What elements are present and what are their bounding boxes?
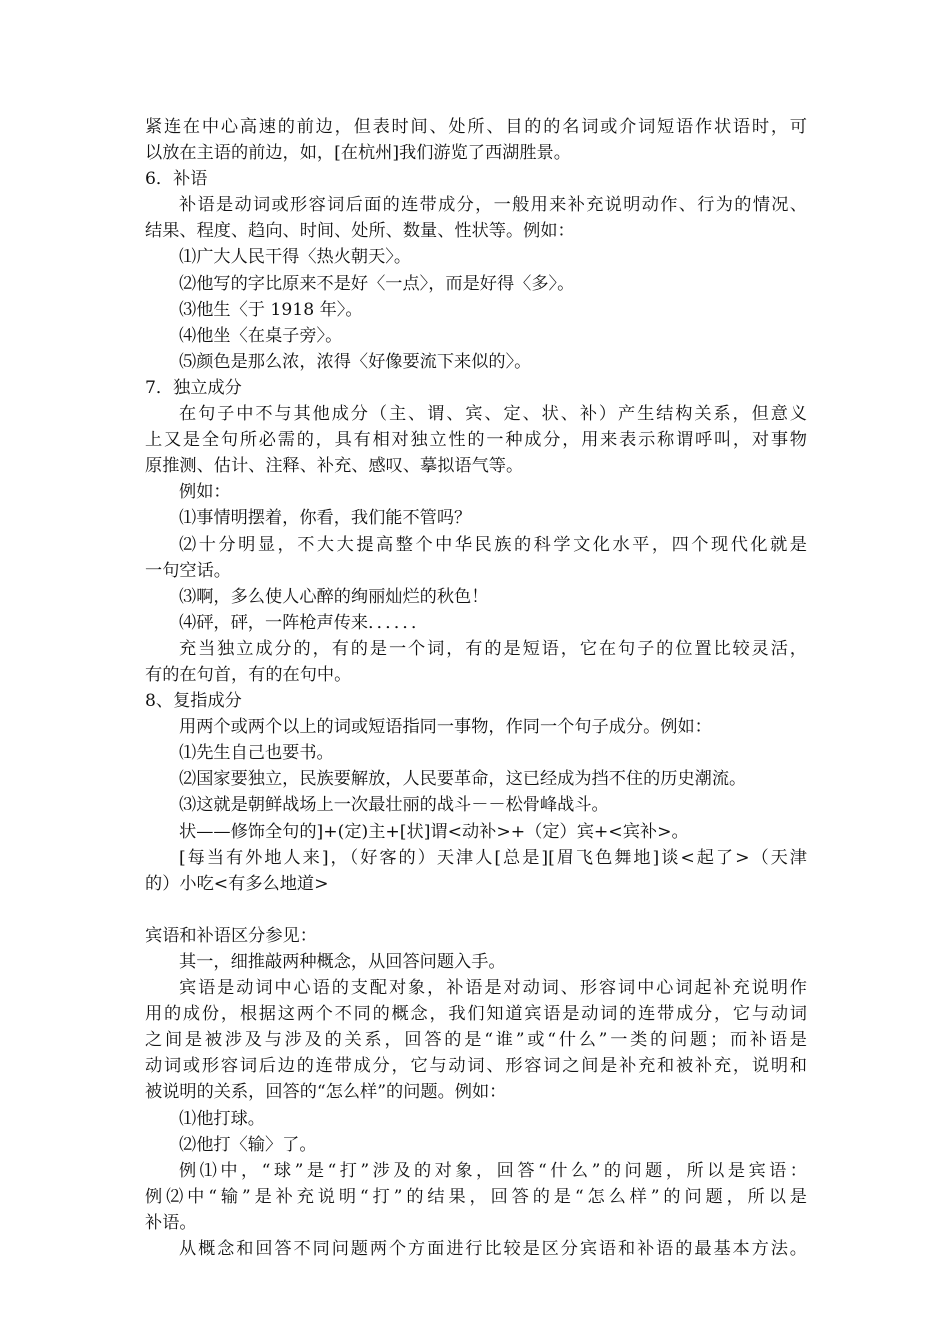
document-body — [145, 114, 815, 1262]
text-line: ⑴他打球。 — [179, 1108, 265, 1129]
text-line: 紧连在中心高速的前边，但表时间、处所、目的的名词或介词短语作状语时，可 — [145, 117, 807, 137]
text-line: 用两个或两个以上的词或短语指同一事物，作同一个句子成分。例如： — [179, 717, 712, 738]
text-line: 状——修饰全句的]+(定)主+[状]谓<动补>+（定）宾+<宾补>。 — [179, 821, 689, 842]
text-line: ⑶他生〈于 1918 年〉。 — [179, 299, 363, 320]
text-line: ⑷砰，砰，一阵枪声传来．．．．．． — [179, 612, 429, 633]
text-line: 之间是被涉及与涉及的关系，回答的是“谁”或“什么”一类的问题；而补语是 — [145, 1030, 807, 1051]
text-line: 有的在句首，有的在句中。 — [145, 664, 352, 685]
text-line: ⑸颜色是那么浓，浓得〈好像要流下来似的〉。 — [179, 351, 532, 372]
text-line: 被说明的关系，回答的“怎么样”的问题。例如： — [145, 1082, 507, 1103]
text-line: 宾语和补语区分参见： — [145, 925, 317, 946]
text-line: 补语是动词或形容词后面的连带成分，一般用来补充说明动作、行为的情况、 — [179, 195, 807, 216]
text-line: 一句空话。 — [145, 560, 231, 581]
text-line: ⑶啊，多么使人心醉的绚丽灿烂的秋色！ — [179, 586, 489, 607]
text-line: 7．独立成分 — [145, 377, 242, 398]
text-line: 其一，细推敲两种概念，从回答问题入手。 — [179, 952, 506, 972]
text-line: 充当独立成分的，有的是一个词，有的是短语，它在句子的位置比较灵活， — [179, 638, 807, 659]
text-line: ⑵他打〈输〉了。 — [179, 1134, 317, 1155]
text-line: 上又是全句所必需的，具有相对独立性的一种成分，用来表示称谓呼叫，对事物 — [145, 430, 807, 451]
blank-line — [145, 897, 815, 923]
text-line: 结果、程度、趋向、时间、处所、数量、性状等。例如： — [145, 221, 575, 242]
text-line: ⑷他坐〈在桌子旁〉。 — [179, 325, 343, 346]
text-line: ⑴广大人民干得〈热火朝天〉。 — [179, 247, 412, 268]
text-line: 从概念和回答不同问题两个方面进行比较是区分宾语和补语的最基本方法。 — [179, 1239, 807, 1260]
text-line: 补语。 — [145, 1212, 197, 1233]
text-line: 例如： — [179, 482, 231, 503]
text-line: 6．补语 — [145, 169, 208, 190]
text-line: 用的成份，根据这两个不同的概念，我们知道宾语是动词的连带成分，它与动词 — [145, 1004, 807, 1025]
text-line: 的）小吃<有多么地道> — [145, 873, 329, 894]
text-line: 在句子中不与其他成分（主、谓、宾、定、状、补）产生结构关系，但意义 — [179, 404, 807, 425]
text-line: ⑵十分明显，不大大提高整个中华民族的科学文化水平，四个现代化就是 — [179, 534, 807, 555]
text-line: 例⑵中“输”是补充说明“打”的结果，回答的是“怎么样”的问题，所以是 — [145, 1186, 807, 1207]
text-line: 动词或形容词后边的连带成分，它与动词、形容词之间是补充和被补充，说明和 — [145, 1056, 807, 1077]
text-line: ⑶这就是朝鲜战场上一次最壮丽的战斗－－松骨峰战斗。 — [179, 795, 609, 816]
text-line: [每当有外地人来]，（好客的）天津人[总是][眉飞色舞地]谈<起了>（天津 — [179, 847, 807, 868]
text-line: ⑵国家要独立，民族要解放，人民要革命，这已经成为挡不住的历史潮流。 — [179, 769, 747, 790]
text-line: 宾语是动词中心语的支配对象，补语是对动词、形容词中心词起补充说明作 — [179, 978, 807, 999]
text-line: 8、复指成分 — [145, 691, 242, 712]
text-line: 以放在主语的前边，如，[在杭州]我们游览了西湖胜景。 — [145, 143, 571, 164]
text-line: ⑵他写的字比原来不是好〈一点〉，而是好得〈多〉。 — [179, 273, 575, 294]
text-line: ⑴事情明摆着，你看，我们能不管吗？ — [179, 508, 472, 529]
text-line: 例⑴中，“球”是“打”涉及的对象，回答“什么”的问题，所以是宾语： — [179, 1160, 807, 1181]
text-line: ⑴先生自己也要书。 — [179, 743, 334, 764]
text-line: 原推测、估计、注释、补充、感叹、摹拟语气等。 — [145, 456, 524, 477]
